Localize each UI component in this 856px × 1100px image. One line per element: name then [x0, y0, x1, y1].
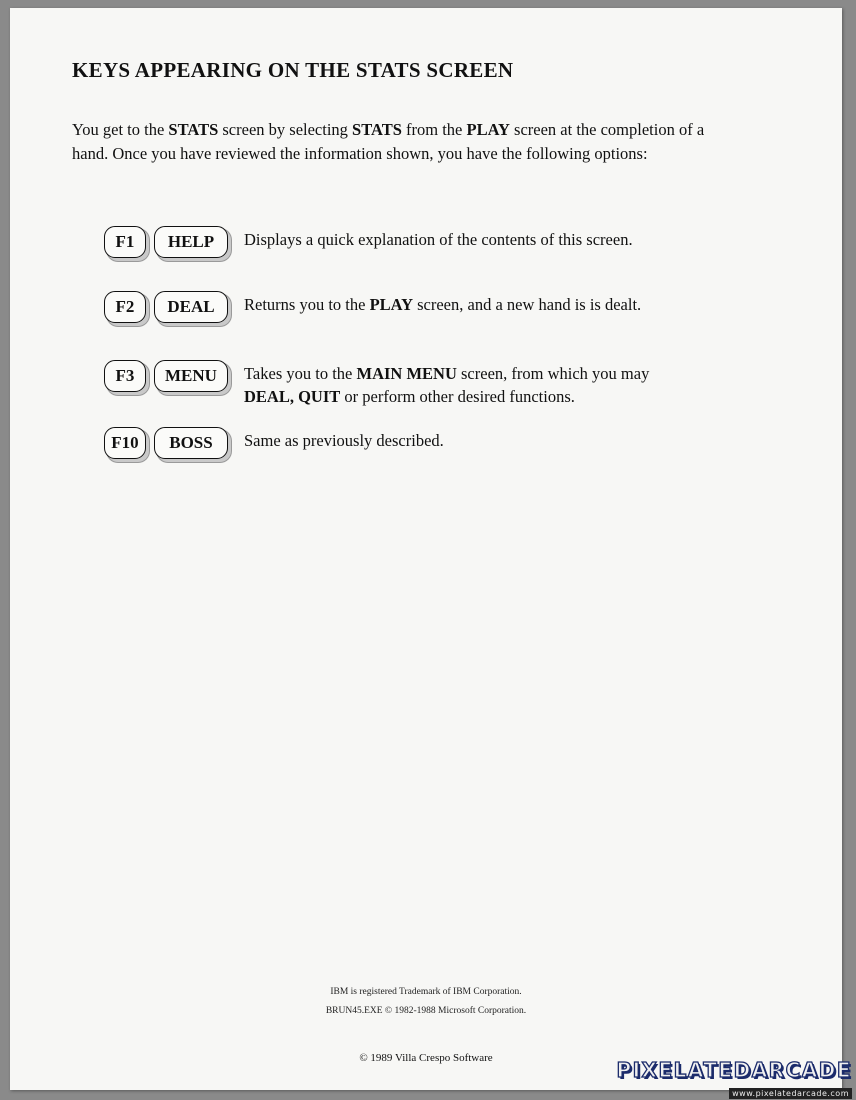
trademark-notice: IBM is registered Trademark of IBM Corporation.: [330, 987, 522, 997]
intro-paragraph: You get to the STATS screen by selecting STATS from the PLAY screen at the completion of a hand. Once you have reviewed the information shown, you have the following options:: [72, 120, 705, 163]
help-keycap: HELP: [154, 226, 228, 258]
f10-keycap: F10: [104, 427, 146, 459]
f1-keycap: F1: [104, 226, 146, 258]
watermark-logo: PIXELATEDARCADE: [616, 1058, 852, 1082]
manual-page: [10, 8, 842, 1090]
menu-keycap: MENU: [154, 360, 228, 392]
watermark-url: www.pixelatedarcade.com: [729, 1088, 852, 1099]
f3-keycap: F3: [104, 360, 146, 392]
publisher-copyright: © 1989 Villa Crespo Software: [359, 1052, 493, 1064]
brun-copyright-notice: BRUN45.EXE © 1982-1988 Microsoft Corporation.: [325, 1006, 527, 1016]
menu-description: Takes you to the MAIN MENU screen, from which you may DEAL, QUIT or perform other desired functions.: [244, 364, 650, 406]
deal-keycap: DEAL: [154, 291, 228, 323]
boss-description: Same as previously described.: [244, 431, 444, 450]
boss-keycap: BOSS: [154, 427, 228, 459]
help-description: Displays a quick explanation of the contents of this screen.: [244, 230, 633, 249]
deal-description: Returns you to the PLAY screen, and a new hand is is dealt.: [244, 295, 642, 314]
f2-keycap: F2: [104, 291, 146, 323]
watermark: [616, 1059, 852, 1100]
page-heading: KEYS APPEARING ON THE STATS SCREEN: [72, 58, 514, 82]
